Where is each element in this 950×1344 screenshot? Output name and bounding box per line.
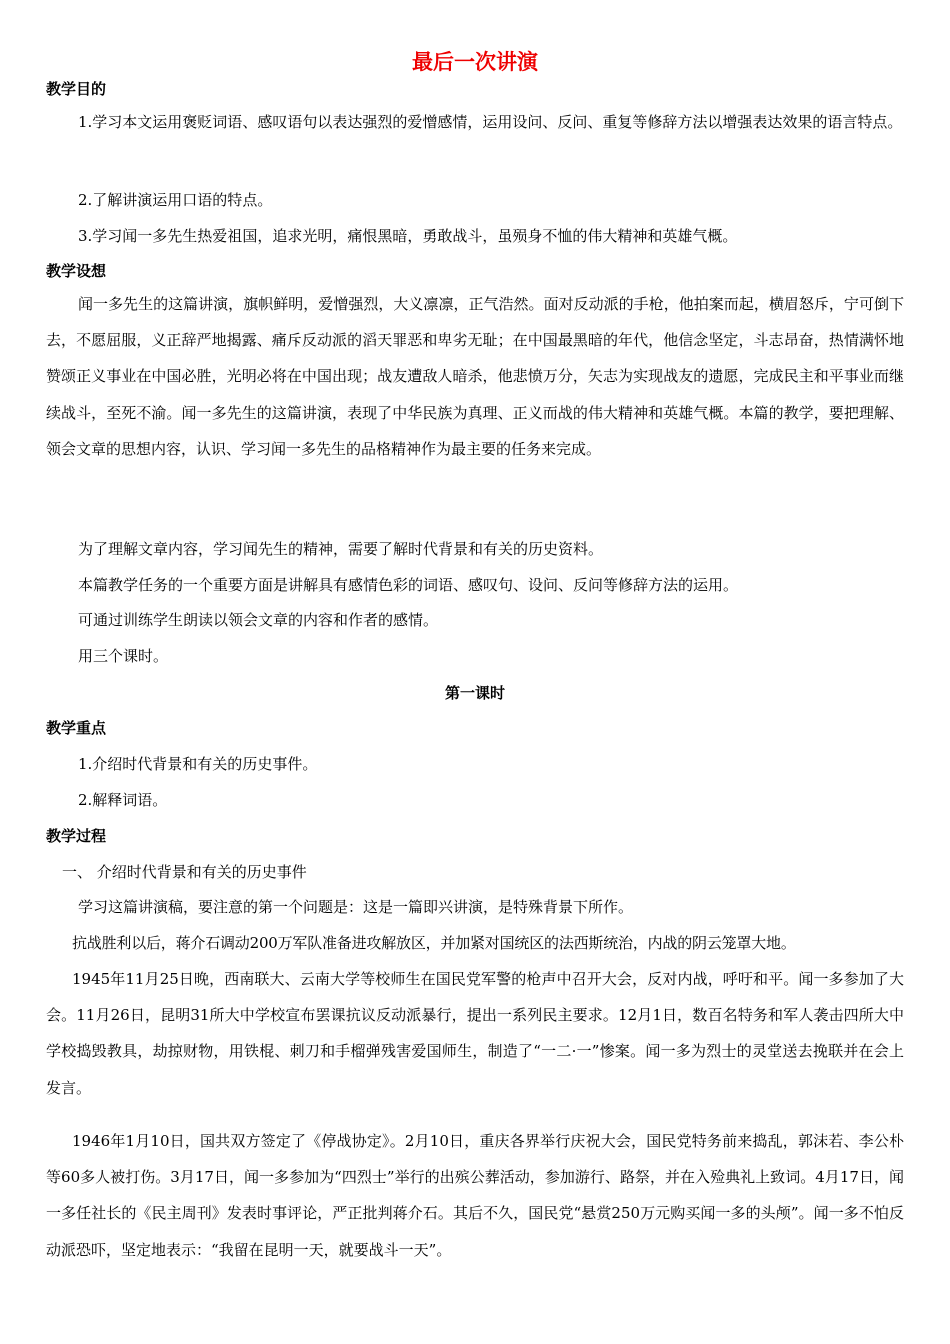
process-item-1: 一、 介绍时代背景和有关的历史事件 bbox=[62, 863, 307, 881]
design-paragraph-3: 本篇教学任务的一个重要方面是讲解具有感情色彩的词语、感叹句、设问、反问等修辞方法的运用。 bbox=[78, 576, 739, 594]
aim-paragraph-1: 1.学习本文运用褒贬词语、感叹语句以表达强烈的爱憎感情，运用设问、反问、重复等修辞方法以增强表达效果的语言特点。 bbox=[78, 113, 903, 131]
aim-paragraph-2: 2.了解讲演运用口语的特点。 bbox=[78, 191, 273, 209]
design-paragraph-5: 用三个课时。 bbox=[78, 647, 169, 665]
document-title: 最后一次讲演 bbox=[412, 49, 538, 74]
heading-teaching-process: 教学过程 bbox=[46, 827, 107, 845]
process-paragraph-4: 1946年1月10日，国共双方签定了《停战协定》。2月10日，重庆各界举行庆祝大会，国民党特务前来捣乱，郭沫若、李公朴等60多人被打伤。3月17日，闻一多参加为“四烈士”举行的出殡公葬活动，参加游行、路祭，并在入殓典礼上致词。4月17日，闻一多任社长的《民主周刊》发表时事评论，严正批判蒋介石。其后不久，国民党“悬赏250万元购买闻一多的头颅”。闻一多不怕反动派恐吓，坚定地表示：“我留在昆明一天，就要战斗一天”。 bbox=[46, 1132, 904, 1259]
process-paragraph-3: 1945年11月25日晚，西南联大、云南大学等校师生在国民党军警的枪声中召开大会，反对内战，呼吁和平。闻一多参加了大会。11月26日，昆明31所大中学校宣布罢课抗议反动派暴行，提出一系列民主要求。12月1日，数百名特务和军人袭击四所大中学校捣毁教具，劫掠财物，用铁棍、刺刀和手榴弹残害爱国师生，制造了“一二·一”惨案。闻一多为烈士的灵堂送去挽联并在会上发言。 bbox=[46, 970, 904, 1097]
aim-paragraph-3: 3.学习闻一多先生热爱祖国，追求光明，痛恨黑暗，勇敢战斗，虽殒身不恤的伟大精神和英雄气概。 bbox=[78, 227, 738, 245]
design-paragraph-1: 闻一多先生的这篇讲演，旗帜鲜明，爱憎强烈，大义凛凛，正气浩然。面对反动派的手枪，他拍案而起，横眉怒斥，宁可倒下去，不愿屈服，义正辞严地揭露、痛斥反动派的滔天罪恶和卑劣无耻；在中国最黑暗的年代，他信念坚定，斗志昂奋，热情满怀地赞颂正义事业在中国必胜，光明必将在中国出现；战友遭敌人暗杀，他悲愤万分，矢志为实现战友的遗愿，完成民主和平事业而继续战斗，至死不渝。闻一多先生的这篇讲演，表现了中华民族为真理、正义而战的伟大精神和英雄气概。本篇的教学，要把理解、领会文章的思想内容，认识、学习闻一多先生的品格精神作为最主要的任务来完成。 bbox=[46, 295, 904, 458]
focus-item-2: 2.解释词语。 bbox=[78, 791, 168, 809]
process-paragraph-1: 学习这篇讲演稿，要注意的第一个问题是：这是一篇即兴讲演，是特殊背景下所作。 bbox=[78, 898, 634, 916]
focus-item-1: 1.介绍时代背景和有关的历史事件。 bbox=[78, 755, 318, 773]
design-paragraph-4: 可通过训练学生朗读以领会文章的内容和作者的感情。 bbox=[78, 611, 439, 629]
heading-teaching-focus: 教学重点 bbox=[46, 719, 107, 737]
heading-lesson-one: 第一课时 bbox=[444, 684, 505, 702]
heading-teaching-design: 教学设想 bbox=[46, 262, 107, 280]
process-paragraph-2: 抗战胜利以后，蒋介石调动200万军队准备进攻解放区，并加紧对国统区的法西斯统治，内战的阴云笼罩大地。 bbox=[72, 934, 796, 952]
heading-teaching-aims: 教学目的 bbox=[46, 80, 107, 98]
design-paragraph-2: 为了理解文章内容，学习闻先生的精神，需要了解时代背景和有关的历史资料。 bbox=[78, 540, 604, 558]
